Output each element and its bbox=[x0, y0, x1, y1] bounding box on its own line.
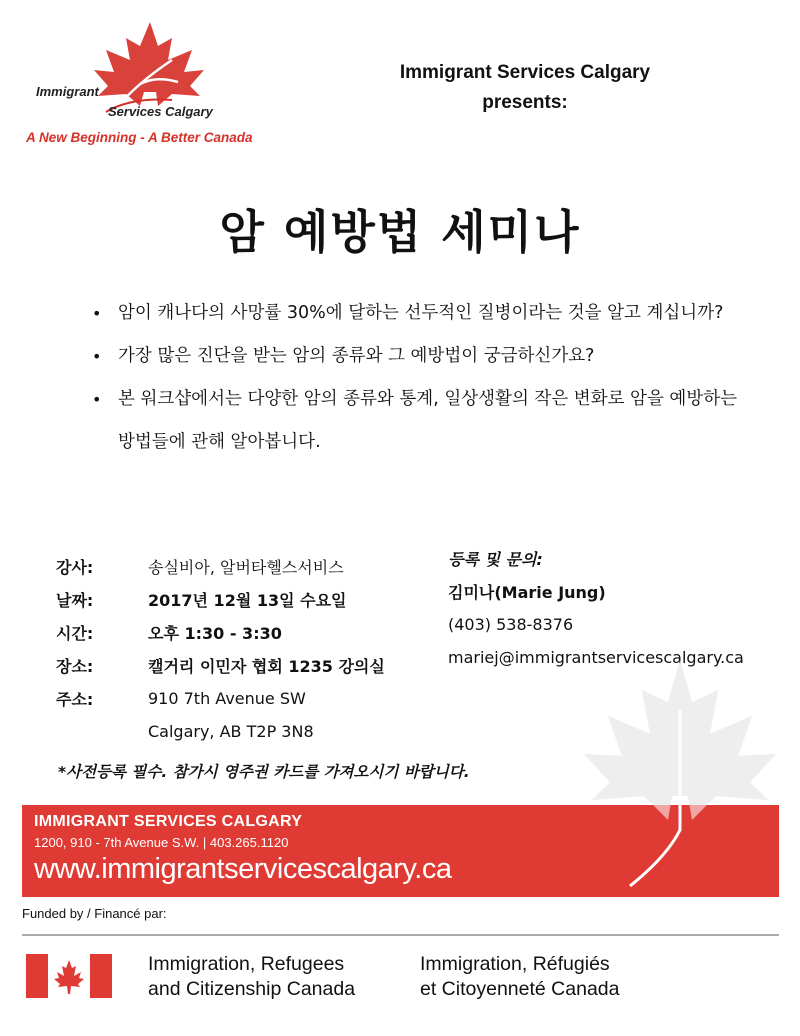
address-line2: Calgary, AB T2P 3N8 bbox=[148, 722, 314, 741]
date-value: 2017년 12월 13일 수요일 bbox=[148, 591, 347, 610]
presenter-suffix: presents: bbox=[482, 92, 568, 113]
event-details bbox=[56, 550, 385, 748]
contact-email[interactable]: mariej@immigrantservicescalgary.ca bbox=[448, 648, 744, 667]
detail-row-place bbox=[56, 649, 385, 682]
department-en-line1: Immigration, Refugees bbox=[148, 953, 345, 975]
detail-row-address bbox=[56, 682, 385, 715]
department-en-line2: and Citizenship Canada bbox=[148, 978, 356, 1000]
page-title: 암 예방법 세미나 bbox=[219, 205, 581, 259]
time-value: 오후 1:30 - 3:30 bbox=[148, 624, 282, 643]
detail-row-time bbox=[56, 616, 385, 649]
footer-org: IMMIGRANT SERVICES CALGARY bbox=[34, 813, 303, 830]
contact-phone: (403) 538-8376 bbox=[448, 615, 574, 634]
logo-name-line1: Immigrant bbox=[36, 84, 99, 99]
address-line1: 910 7th Avenue SW bbox=[148, 689, 306, 708]
footer-address: 1200, 910 - 7th Avenue S.W. | 403.265.1120 bbox=[34, 835, 289, 850]
logo-tagline: A New Beginning - A Better Canada bbox=[26, 130, 253, 145]
detail-row-date bbox=[56, 583, 385, 616]
footer-website-link[interactable]: www.immigrantservicescalgary.ca bbox=[34, 853, 452, 885]
date-label: 날짜: bbox=[56, 591, 94, 610]
place-label: 장소: bbox=[56, 657, 94, 676]
department-fr-line1: Immigration, Réfugiés bbox=[420, 953, 610, 975]
instructor-value: 송실비아, 알버타헬스서비스 bbox=[148, 558, 344, 577]
time-label: 시간: bbox=[56, 624, 94, 643]
address-label: 주소: bbox=[56, 690, 94, 709]
funded-by-label: Funded by / Financé par: bbox=[22, 906, 167, 921]
department-name-fr bbox=[420, 952, 619, 1002]
bullet-item: • 가장 많은 진단을 받는 암의 종류와 그 예방법이 궁금하신가요? bbox=[92, 335, 752, 378]
detail-row-instructor bbox=[56, 550, 385, 583]
contact-name: 김미나(Marie Jung) bbox=[448, 583, 606, 602]
contact-heading: 등록 및 문의: bbox=[448, 550, 543, 569]
canada-flag-icon bbox=[26, 954, 112, 998]
department-fr-line2: et Citoyenneté Canada bbox=[420, 978, 620, 1000]
bullet-item: • 본 워크샵에서는 다양한 암의 종류와 통계, 일상생활의 작은 변화로 암을 예방하는 방법들에 관해 알아봅니다. bbox=[92, 378, 752, 464]
registration-note: *사전등록 필수. 참가시 영주권 카드를 가져오시기 바랍니다. bbox=[58, 763, 470, 781]
divider bbox=[22, 934, 779, 936]
detail-row-address2 bbox=[56, 715, 385, 748]
presenter-heading bbox=[340, 58, 710, 118]
logo-name-line2: Services Calgary bbox=[108, 104, 213, 119]
place-value: 캘거리 이민자 협회 1235 강의실 bbox=[148, 657, 385, 676]
bullet-list bbox=[92, 292, 752, 464]
instructor-label: 강사: bbox=[56, 558, 94, 577]
watermark-overlay-icon bbox=[530, 650, 800, 890]
presenter-org: Immigrant Services Calgary bbox=[399, 62, 651, 83]
department-name-en bbox=[148, 952, 355, 1002]
bullet-item: • 암이 캐나다의 사망률 30%에 달하는 선두적인 질병이라는 것을 알고 계십니까? bbox=[92, 292, 752, 335]
